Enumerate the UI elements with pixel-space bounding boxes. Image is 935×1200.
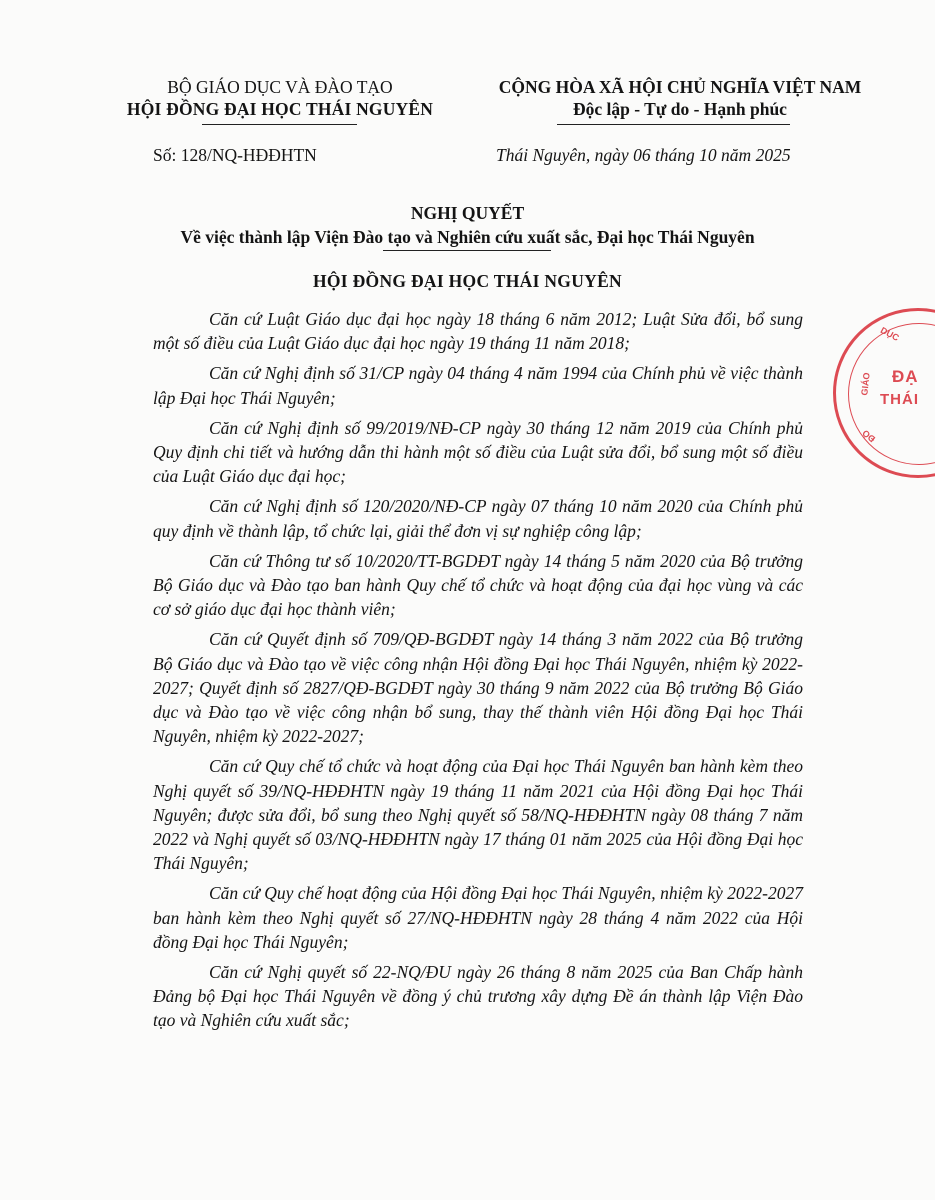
seal-left-text: GIÁO: [859, 372, 872, 396]
national-title-block: [470, 76, 890, 120]
official-seal-stamp: [833, 308, 935, 478]
document-type: NGHỊ QUYẾT: [410, 203, 525, 223]
seal-top-text: DỤC: [878, 325, 901, 343]
seal-bottom-text: ĐỒ: [860, 427, 878, 445]
legal-basis-paragraph: Căn cứ Thông tư số 10/2020/TT-BGDĐT ngày 14 tháng 5 năm 2020 của Bộ trưởng Bộ Giáo dục và Đào tạo ban hành Quy chế tổ chức và hoạt động của đại học vùng và các cơ sở giáo dục đại học thành viên;: [153, 550, 803, 620]
motto-underline: [557, 124, 790, 125]
ministry-name: BỘ GIÁO DỤC VÀ ĐÀO TẠO: [167, 77, 393, 97]
legal-basis-paragraph: Căn cứ Nghị định số 31/CP ngày 04 tháng 4 năm 1994 của Chính phủ về việc thành lập Đại học Thái Nguyên;: [153, 363, 803, 408]
seal-center-text-2: THÁI: [880, 391, 919, 408]
seal-center-text-1: ĐẠ: [892, 367, 919, 386]
legal-basis-paragraph: Căn cứ Nghị định số 120/2020/NĐ-CP ngày 07 tháng 10 năm 2020 của Chính phủ quy định về thành lập, tổ chức lại, giải thể đơn vị sự nghiệp công lập;: [153, 496, 803, 541]
legal-basis-paragraph: Căn cứ Nghị định số 99/2019/NĐ-CP ngày 30 tháng 12 năm 2019 của Chính phủ Quy định chi tiết và hướng dẫn thi hành một số điều của Luật sửa đổi, bổ sung một số điều của Luật Giáo dục đại học;: [153, 417, 803, 487]
authority-underline: [202, 124, 357, 125]
legal-basis-paragraph: Căn cứ Quy chế hoạt động của Hội đồng Đại học Thái Nguyên, nhiệm kỳ 2022-2027 ban hành kèm theo Nghị quyết số 27/NQ-HĐĐHTN ngày 28 tháng 4 năm 2022 của Hội đồng Đại học Thái Nguyên;: [153, 883, 803, 952]
republic-name: CỘNG HÒA XÃ HỘI CHỦ NGHĨA VIỆT NAM: [498, 77, 862, 97]
legal-basis-paragraph: Căn cứ Luật Giáo dục đại học ngày 18 tháng 6 năm 2012; Luật Sửa đổi, bổ sung một số điều của Luật Giáo dục đại học ngày 19 tháng 11 năm 2018;: [153, 309, 803, 354]
legal-basis-list: [153, 307, 803, 1039]
issuer-heading: HỘI ĐỒNG ĐẠI HỌC THÁI NGUYÊN: [312, 271, 622, 291]
title-underline: [383, 250, 551, 251]
council-org-name: HỘI ĐỒNG ĐẠI HỌC THÁI NGUYÊN: [126, 99, 434, 119]
legal-basis-paragraph: Căn cứ Quy chế tổ chức và hoạt động của Đại học Thái Nguyên ban hành kèm theo Nghị quyết số 39/NQ-HĐĐHTN ngày 19 tháng 11 năm 2021 của Hội đồng Đại học Thái Nguyên; được sửa đổi, bổ sung theo Nghị quyết số 58/NQ-HĐĐHTN ngày 08 tháng 7 năm 2022 và Nghị quyết số 03/NQ-HĐĐHTN ngày 17 tháng 01 năm 2025 của Hội đồng Đại học Thái Nguyên;: [153, 756, 803, 874]
legal-basis-paragraph: Căn cứ Nghị quyết số 22-NQ/ĐU ngày 26 tháng 8 năm 2025 của Ban Chấp hành Đảng bộ Đại học Thái Nguyên về đồng ý chủ trương xây dựng Đề án thành lập Viện Đào tạo và Nghiên cứu xuất sắc;: [153, 962, 803, 1031]
document-number: Số: 128/NQ-HĐĐHTN: [153, 145, 317, 165]
legal-basis-paragraph: Căn cứ Quyết định số 709/QĐ-BGDĐT ngày 14 tháng 3 năm 2022 của Bộ trưởng Bộ Giáo dục và Đào tạo về việc công nhận Hội đồng Đại học Thái Nguyên, nhiệm kỳ 2022-2027; Quyết định số 2827/QĐ-BGDĐT ngày 30 tháng 9 năm 2022 của Bộ trưởng Bộ Giáo dục và Đào tạo về việc công nhận bổ sung, thay thế thành viên Hội đồng Đại học Thái Nguyên, nhiệm kỳ 2022-2027;: [153, 629, 803, 747]
document-title-block: [0, 201, 935, 249]
place-and-date: Thái Nguyên, ngày 06 tháng 10 năm 2025: [496, 145, 791, 165]
document-subject: Về việc thành lập Viện Đào tạo và Nghiên cứu xuất sắc, Đại học Thái Nguyên: [180, 227, 755, 247]
issuing-authority-block: [95, 76, 465, 120]
national-motto: Độc lập - Tự do - Hạnh phúc: [573, 99, 787, 119]
